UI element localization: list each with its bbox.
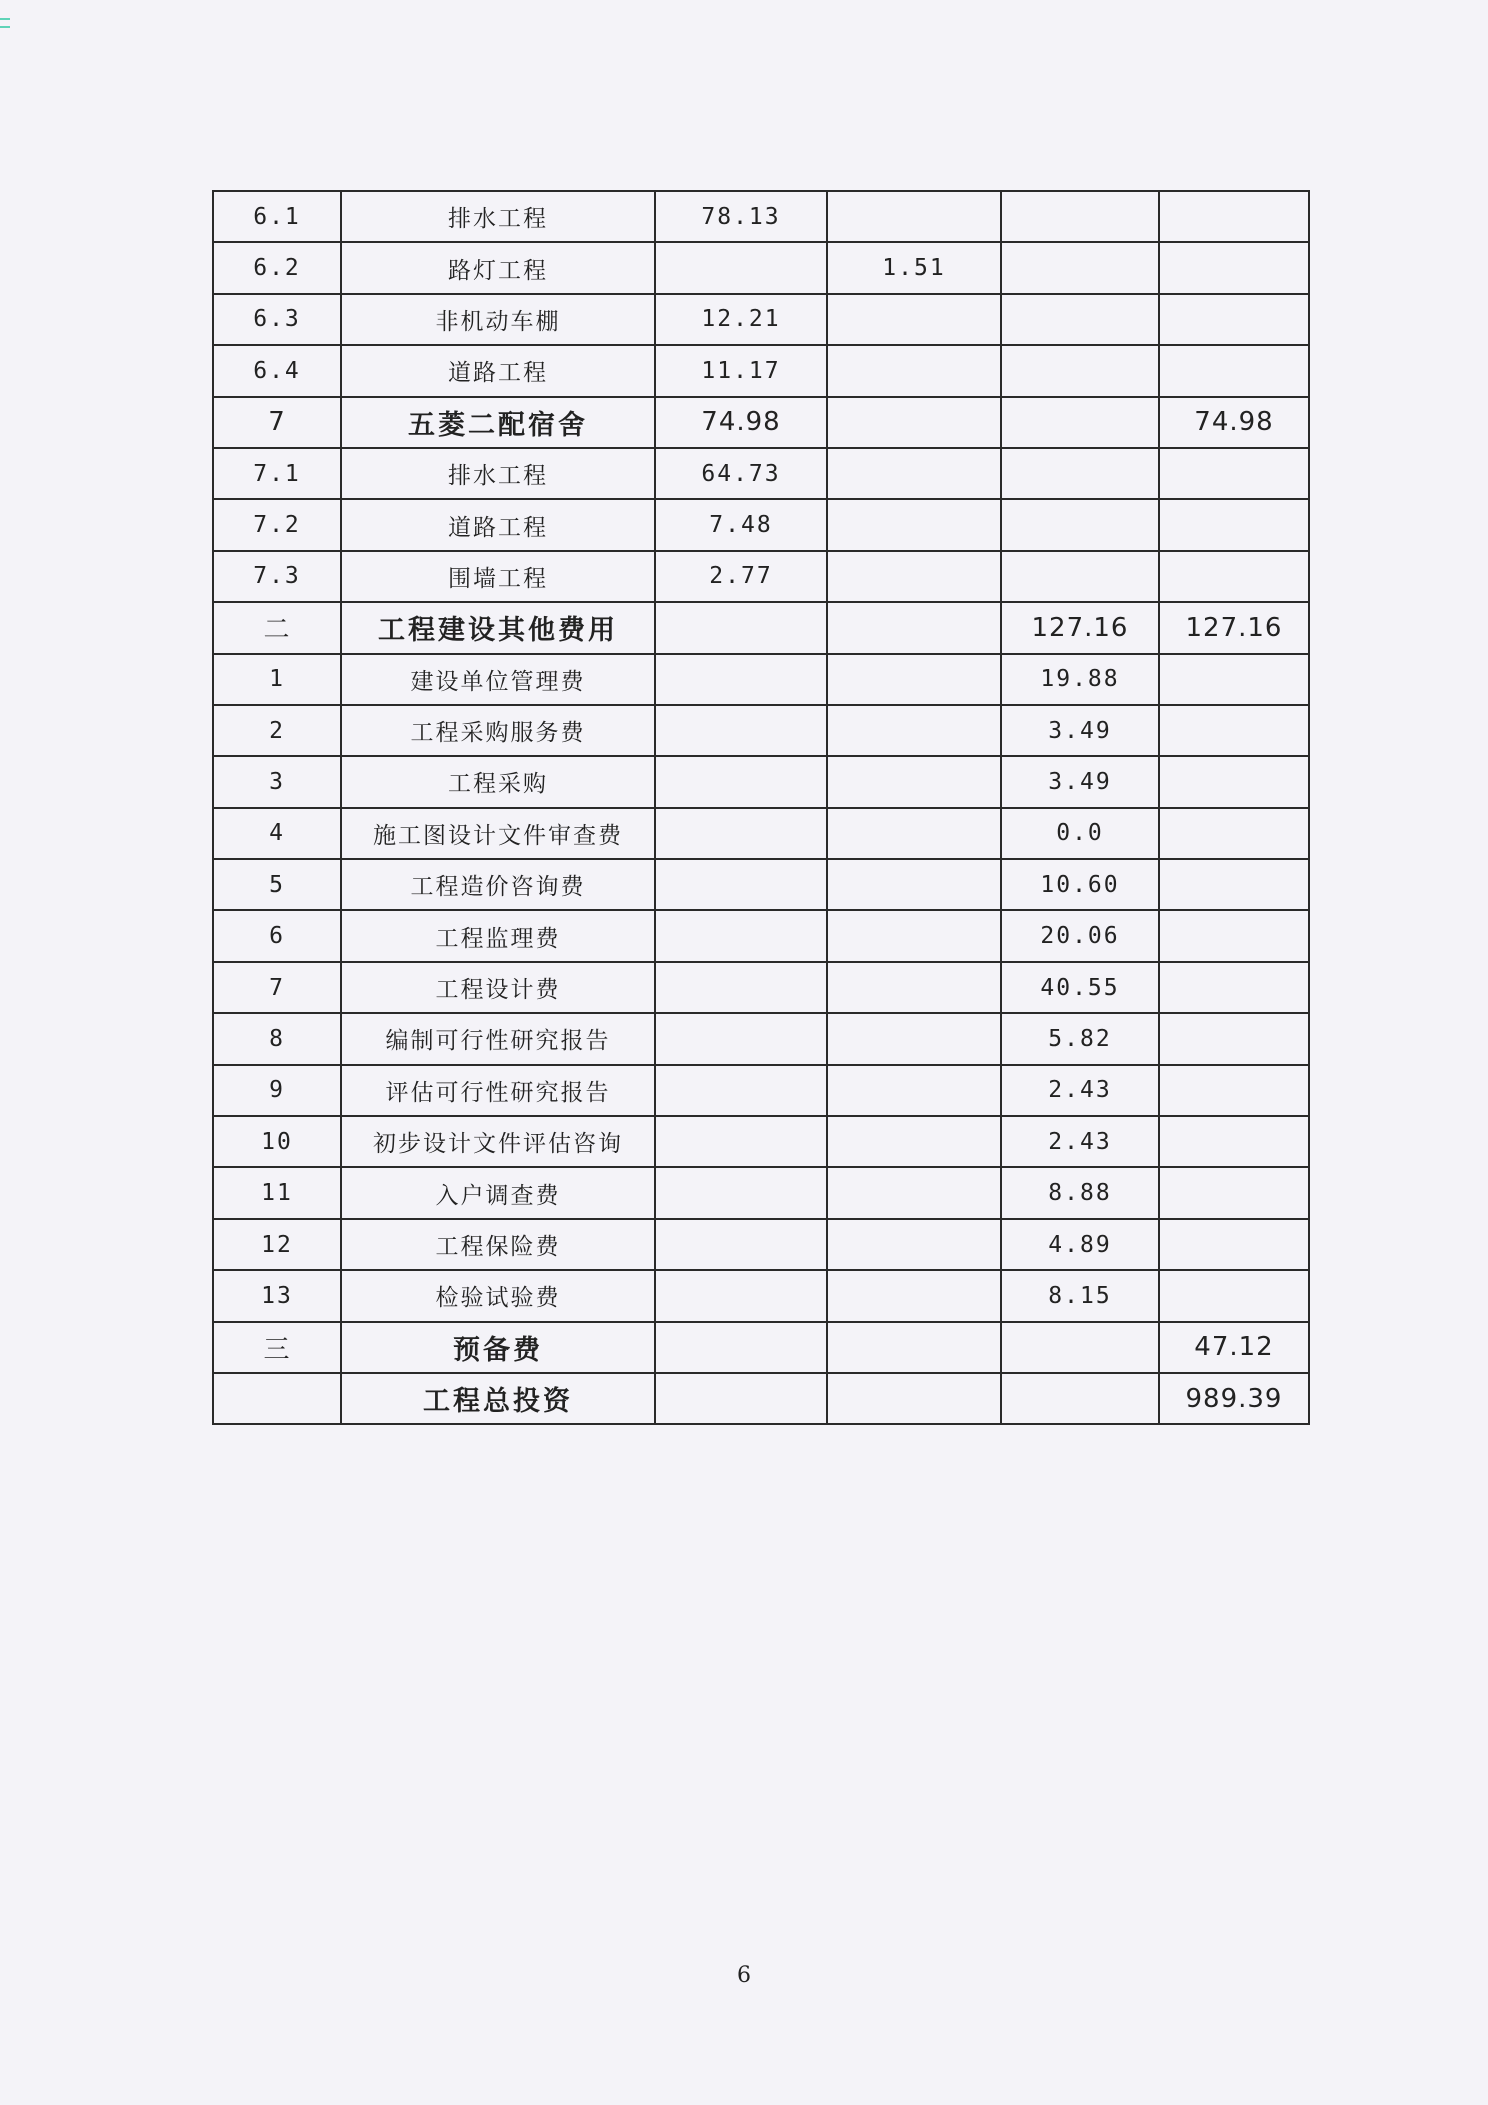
cell-item-name: 非机动车棚 (341, 294, 655, 345)
cell-col-4 (1159, 1167, 1309, 1218)
cell-col-4 (1159, 654, 1309, 705)
cell-col-4 (1159, 1270, 1309, 1321)
cell-col-3: 8.15 (1001, 1270, 1159, 1321)
cell-col-4 (1159, 962, 1309, 1013)
cell-item-number: 7.1 (213, 448, 341, 499)
cell-col-1: 2.77 (655, 551, 827, 602)
cell-col-4 (1159, 448, 1309, 499)
cell-col-2 (827, 808, 1001, 859)
cell-item-number: 6.1 (213, 191, 341, 242)
table-row (213, 1373, 1309, 1424)
table-row (213, 191, 1309, 242)
cell-col-2 (827, 397, 1001, 448)
cell-item-number: 5 (213, 859, 341, 910)
table-row (213, 499, 1309, 550)
cell-col-2 (827, 499, 1001, 550)
scan-edge-mark (0, 18, 10, 20)
cell-col-3: 5.82 (1001, 1013, 1159, 1064)
cell-col-3: 0.0 (1001, 808, 1159, 859)
cell-col-2 (827, 756, 1001, 807)
cell-col-2 (827, 1322, 1001, 1373)
table-row (213, 962, 1309, 1013)
cell-item-number: 7.2 (213, 499, 341, 550)
cell-col-3: 127.16 (1001, 602, 1159, 653)
cell-col-4 (1159, 551, 1309, 602)
cell-col-3: 10.60 (1001, 859, 1159, 910)
cell-col-1 (655, 1116, 827, 1167)
cell-col-2 (827, 962, 1001, 1013)
cell-col-3: 2.43 (1001, 1116, 1159, 1167)
cell-item-number: 7 (213, 397, 341, 448)
table-row (213, 551, 1309, 602)
cell-col-3 (1001, 499, 1159, 550)
cell-item-name: 排水工程 (341, 448, 655, 499)
cell-item-name: 工程总投资 (341, 1373, 655, 1424)
cell-item-name: 工程保险费 (341, 1219, 655, 1270)
cell-item-number (213, 1373, 341, 1424)
cell-item-number: 9 (213, 1065, 341, 1116)
table-row (213, 1065, 1309, 1116)
cell-col-1 (655, 756, 827, 807)
cell-item-name: 入户调查费 (341, 1167, 655, 1218)
table-row (213, 1219, 1309, 1270)
cell-col-1: 7.48 (655, 499, 827, 550)
cell-col-3 (1001, 1373, 1159, 1424)
cell-item-name: 排水工程 (341, 191, 655, 242)
cell-col-2: 1.51 (827, 242, 1001, 293)
table-row (213, 705, 1309, 756)
cell-item-number: 6 (213, 910, 341, 961)
cell-col-4 (1159, 345, 1309, 396)
cell-item-name: 工程采购 (341, 756, 655, 807)
cell-item-number: 2 (213, 705, 341, 756)
table-row (213, 1116, 1309, 1167)
cell-col-2 (827, 1270, 1001, 1321)
cell-col-4 (1159, 294, 1309, 345)
cell-col-1 (655, 808, 827, 859)
cell-item-number: 3 (213, 756, 341, 807)
cell-col-4 (1159, 859, 1309, 910)
table-row (213, 345, 1309, 396)
table-row (213, 397, 1309, 448)
cell-col-2 (827, 1219, 1001, 1270)
cell-item-name: 编制可行性研究报告 (341, 1013, 655, 1064)
cell-col-3: 20.06 (1001, 910, 1159, 961)
cell-col-1 (655, 654, 827, 705)
cell-item-number: 二 (213, 602, 341, 653)
cell-item-name: 工程造价咨询费 (341, 859, 655, 910)
cell-col-3: 4.89 (1001, 1219, 1159, 1270)
cell-item-name: 道路工程 (341, 345, 655, 396)
cell-item-name: 预备费 (341, 1322, 655, 1373)
cell-item-name: 工程采购服务费 (341, 705, 655, 756)
cell-col-3: 19.88 (1001, 654, 1159, 705)
cell-col-3: 8.88 (1001, 1167, 1159, 1218)
cell-col-3 (1001, 1322, 1159, 1373)
cell-col-1 (655, 1322, 827, 1373)
cell-col-4: 74.98 (1159, 397, 1309, 448)
cell-col-1: 11.17 (655, 345, 827, 396)
cell-col-1 (655, 1167, 827, 1218)
cell-col-2 (827, 1167, 1001, 1218)
cell-item-number: 6.4 (213, 345, 341, 396)
table-row (213, 602, 1309, 653)
table-row (213, 1322, 1309, 1373)
cell-col-2 (827, 602, 1001, 653)
cell-col-2 (827, 910, 1001, 961)
table-row (213, 242, 1309, 293)
cell-col-4 (1159, 191, 1309, 242)
cell-col-4: 989.39 (1159, 1373, 1309, 1424)
cell-col-2 (827, 191, 1001, 242)
cell-col-3: 2.43 (1001, 1065, 1159, 1116)
cell-item-name: 评估可行性研究报告 (341, 1065, 655, 1116)
investment-table (212, 190, 1310, 1425)
cell-item-name: 初步设计文件评估咨询 (341, 1116, 655, 1167)
cell-col-3 (1001, 242, 1159, 293)
cell-col-4 (1159, 242, 1309, 293)
table-row (213, 1167, 1309, 1218)
table-row (213, 448, 1309, 499)
cell-item-number: 三 (213, 1322, 341, 1373)
cell-col-3 (1001, 397, 1159, 448)
cell-col-4 (1159, 705, 1309, 756)
cell-col-4 (1159, 756, 1309, 807)
investment-table-body (213, 191, 1309, 1424)
cell-col-2 (827, 1373, 1001, 1424)
cell-col-1: 64.73 (655, 448, 827, 499)
cell-item-number: 4 (213, 808, 341, 859)
cell-col-2 (827, 859, 1001, 910)
table-row (213, 294, 1309, 345)
cell-item-name: 路灯工程 (341, 242, 655, 293)
cell-col-1 (655, 1065, 827, 1116)
table-row (213, 654, 1309, 705)
cell-item-number: 6.3 (213, 294, 341, 345)
cell-item-name: 工程监理费 (341, 910, 655, 961)
cell-col-2 (827, 1013, 1001, 1064)
cell-item-name: 五菱二配宿舍 (341, 397, 655, 448)
table-row (213, 808, 1309, 859)
cell-col-3: 3.49 (1001, 705, 1159, 756)
cell-item-name: 工程建设其他费用 (341, 602, 655, 653)
table-row (213, 910, 1309, 961)
cell-col-1 (655, 910, 827, 961)
cell-col-1: 74.98 (655, 397, 827, 448)
cell-col-2 (827, 345, 1001, 396)
cell-item-number: 6.2 (213, 242, 341, 293)
cell-item-number: 7.3 (213, 551, 341, 602)
cell-col-1 (655, 602, 827, 653)
cell-col-2 (827, 1065, 1001, 1116)
cell-col-3 (1001, 551, 1159, 602)
cell-col-3 (1001, 191, 1159, 242)
cell-item-number: 11 (213, 1167, 341, 1218)
cell-col-4 (1159, 1116, 1309, 1167)
cell-item-number: 13 (213, 1270, 341, 1321)
cell-col-3: 40.55 (1001, 962, 1159, 1013)
cell-col-4: 47.12 (1159, 1322, 1309, 1373)
cell-item-name: 道路工程 (341, 499, 655, 550)
cell-col-2 (827, 294, 1001, 345)
cell-col-3 (1001, 345, 1159, 396)
cell-item-name: 围墙工程 (341, 551, 655, 602)
cell-col-2 (827, 551, 1001, 602)
cell-col-4 (1159, 910, 1309, 961)
cell-item-number: 1 (213, 654, 341, 705)
cell-col-2 (827, 705, 1001, 756)
cell-col-1 (655, 1013, 827, 1064)
cell-col-4 (1159, 499, 1309, 550)
cell-item-number: 10 (213, 1116, 341, 1167)
cell-col-2 (827, 1116, 1001, 1167)
cell-col-1 (655, 962, 827, 1013)
cell-item-number: 7 (213, 962, 341, 1013)
scan-edge-mark (0, 26, 10, 28)
page-number: 6 (737, 1963, 751, 1988)
cell-col-2 (827, 654, 1001, 705)
table-row (213, 859, 1309, 910)
cell-item-name: 建设单位管理费 (341, 654, 655, 705)
cell-col-4: 127.16 (1159, 602, 1309, 653)
cell-col-4 (1159, 1013, 1309, 1064)
cell-col-2 (827, 448, 1001, 499)
table-row (213, 1013, 1309, 1064)
cell-item-number: 8 (213, 1013, 341, 1064)
table-row (213, 756, 1309, 807)
cell-col-1 (655, 859, 827, 910)
cell-item-name: 施工图设计文件审查费 (341, 808, 655, 859)
cell-item-name: 工程设计费 (341, 962, 655, 1013)
cell-col-1 (655, 1373, 827, 1424)
cell-col-3 (1001, 448, 1159, 499)
cell-col-1: 12.21 (655, 294, 827, 345)
cell-col-1 (655, 1219, 827, 1270)
table-row (213, 1270, 1309, 1321)
cell-item-name: 检验试验费 (341, 1270, 655, 1321)
cell-item-number: 12 (213, 1219, 341, 1270)
cell-col-4 (1159, 1219, 1309, 1270)
cell-col-1 (655, 242, 827, 293)
cell-col-1 (655, 705, 827, 756)
cell-col-4 (1159, 808, 1309, 859)
cell-col-3: 3.49 (1001, 756, 1159, 807)
cell-col-4 (1159, 1065, 1309, 1116)
cell-col-1 (655, 1270, 827, 1321)
cell-col-3 (1001, 294, 1159, 345)
cell-col-1: 78.13 (655, 191, 827, 242)
